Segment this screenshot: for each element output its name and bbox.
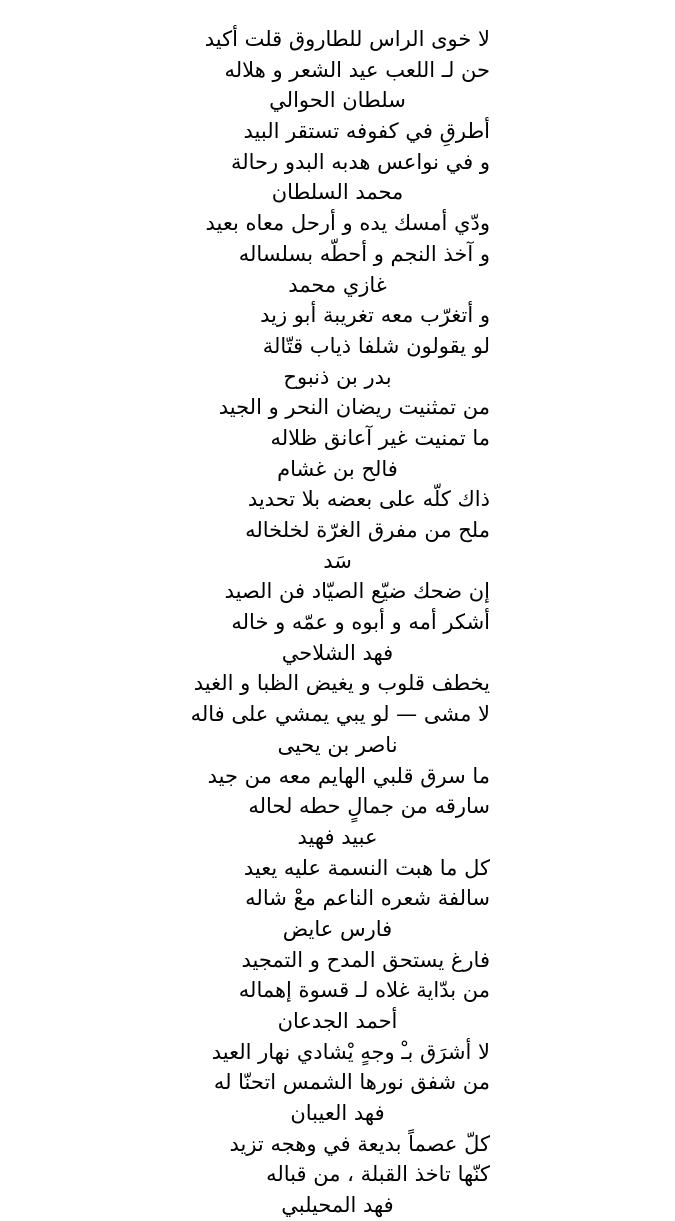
stanza bbox=[0, 484, 675, 576]
verse-line: لو يقولون شلفا ذياب قتّالة bbox=[262, 333, 490, 358]
verse-line: و آخذ النجم و أحطّه بسلساله bbox=[238, 241, 490, 266]
verse-line: يخطف قلوب و يغيض الظبا و الغيد bbox=[193, 671, 490, 696]
verse-line: لا أشرَق بـْ وجهٍ يْشادي نهار العيد bbox=[211, 1039, 490, 1064]
verse-line: من شفق نورها الشمس اتحنّا له bbox=[213, 1070, 490, 1095]
stanza bbox=[0, 1037, 675, 1129]
poet-name: بدر بن ذنبوح bbox=[283, 364, 392, 389]
stanza bbox=[0, 116, 675, 208]
verse-line: ملح من مفرق الغرّة لخلخاله bbox=[245, 518, 490, 542]
verse-line: ودّي أمسك يده و أرحل معاه بعيد bbox=[205, 211, 490, 236]
stanza bbox=[0, 300, 675, 392]
stanza bbox=[0, 761, 675, 853]
poet-name: محمد السلطان bbox=[271, 180, 404, 205]
verse-line: كلّ عصماً بديعة في وهجه تزيد bbox=[229, 1131, 490, 1156]
verse-line: و في نواعس هدبه البدو رحالة bbox=[230, 149, 490, 174]
verse-line: لا مشى — لو يبي يمشي على فاله bbox=[190, 702, 490, 727]
poet-name: سلطان الحوالي bbox=[269, 88, 406, 113]
verse-line: ما تمنيت غير آعانق ظلاله bbox=[270, 425, 490, 450]
stanza bbox=[0, 1129, 675, 1221]
stanza bbox=[0, 853, 675, 945]
poet-name: أحمد الجدعان bbox=[277, 1009, 398, 1033]
verse-line: لا خوى الراس للطاروق قلت أكيد bbox=[204, 27, 490, 51]
poet-name: فهد المحيلبي bbox=[281, 1193, 394, 1218]
stanza bbox=[0, 392, 675, 484]
poet-name: ناصر بن يحيى bbox=[277, 732, 398, 757]
verse-line: فارغ يستحق المدح و التمجيد bbox=[241, 947, 490, 972]
poet-name: عبيد فهيد bbox=[297, 824, 378, 849]
stanza bbox=[0, 668, 675, 760]
poet-name: فهد العيبان bbox=[290, 1101, 385, 1126]
stanza bbox=[0, 945, 675, 1037]
stanza bbox=[0, 576, 675, 668]
poet-name: فهد الشلاحي bbox=[281, 640, 394, 665]
poet-name: فارس عايض bbox=[282, 916, 393, 941]
verse-line: كل ما هبت النسمة عليه يعيد bbox=[243, 855, 490, 880]
verse-line: سالفة شعره الناعم معْ شاله bbox=[245, 886, 490, 911]
stanza bbox=[0, 24, 675, 116]
poet-name: فالح بن غشام bbox=[277, 456, 398, 481]
stanza bbox=[0, 208, 675, 300]
verse-line: حن لـ اللعب عيد الشعر و هلاله bbox=[224, 57, 490, 82]
verse-line: ما سرق قلبي الهايم معه من جيد bbox=[207, 763, 490, 788]
verse-line: أشكر أمه و أبوه و عمّه و خاله bbox=[231, 610, 490, 635]
verse-line: من بدّاية غلاه لـ قسوة إهماله bbox=[238, 978, 490, 1003]
verse-line: إن ضحك ضيّع الصيّاد فن الصيد bbox=[224, 579, 490, 604]
verse-line: ذاك كلّه على بعضه بلا تحديد bbox=[247, 487, 490, 512]
verse-line: من تمثنيت ريضان النحر و الجيد bbox=[218, 395, 490, 420]
poet-name: سَد bbox=[323, 548, 352, 573]
verse-line: أطرقِ في كفوفه تستقر البيد bbox=[243, 119, 490, 144]
verse-line: سارقه من جمالٍ حطه لحاله bbox=[248, 794, 490, 819]
verse-line: و أتغرّب معه تغريبة أبو زيد bbox=[260, 303, 490, 328]
verse-line: كنّها تاخذ القبلة ، من قباله bbox=[266, 1162, 490, 1187]
poet-name: غازي محمد bbox=[288, 272, 387, 297]
poem-page bbox=[0, 24, 675, 1221]
